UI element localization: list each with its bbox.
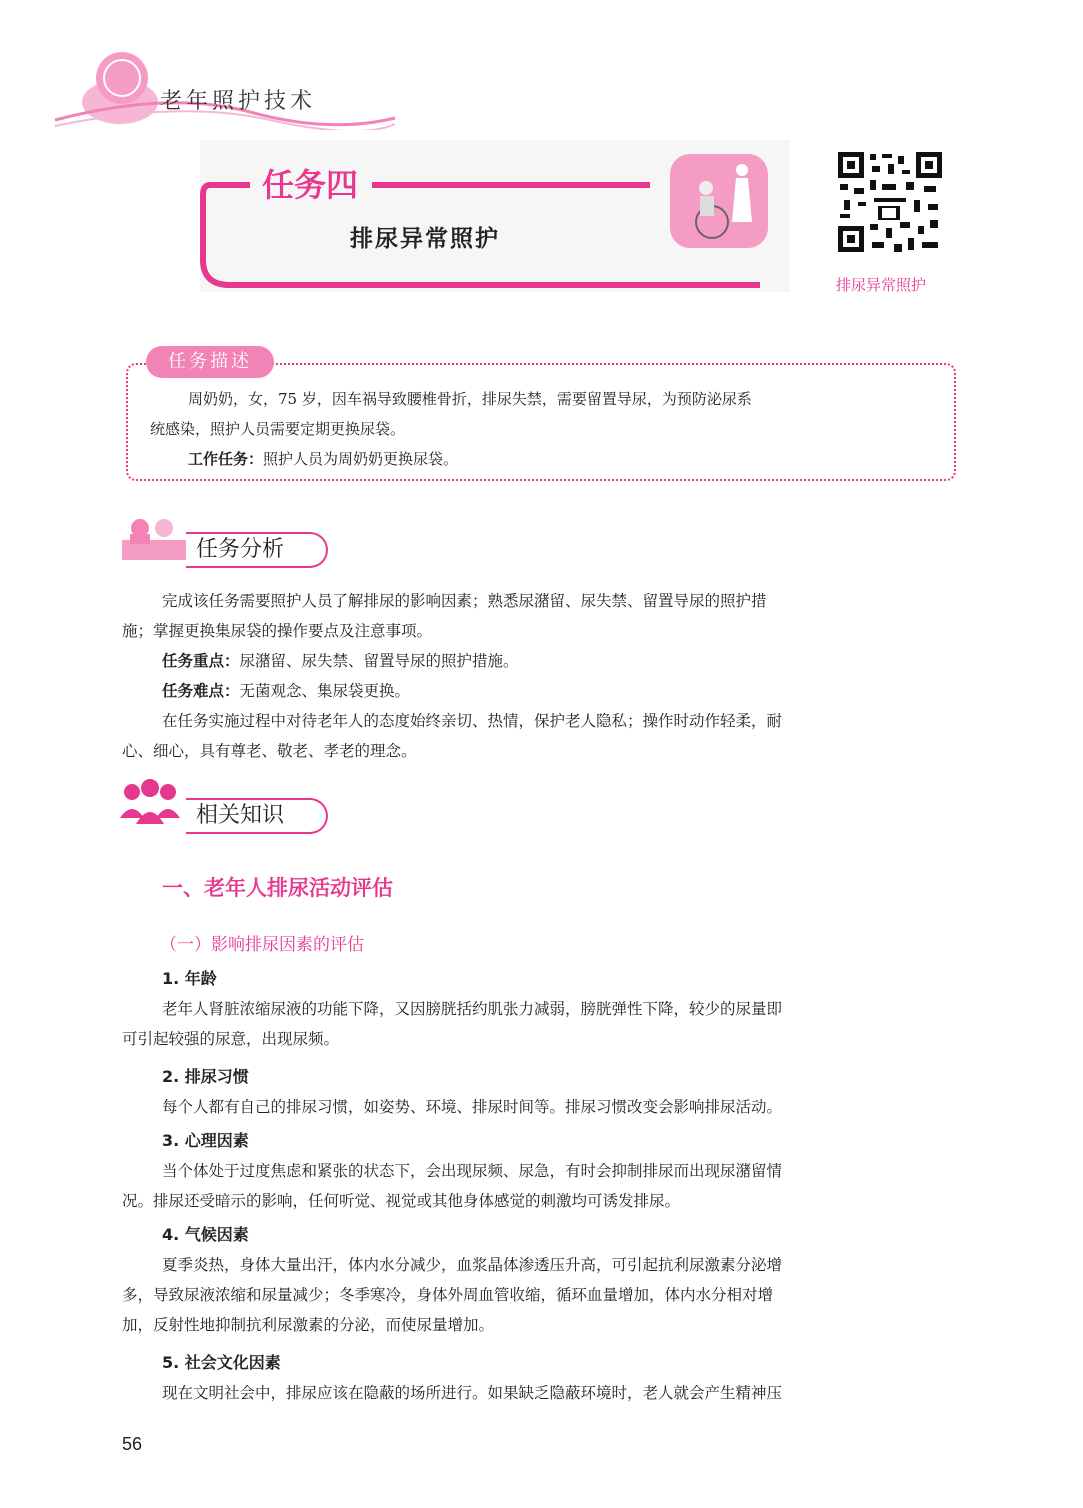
factor-title-climate: 4. 气候因素: [162, 1225, 249, 1244]
subsection-heading: （一）影响排尿因素的评估: [160, 935, 364, 955]
section-heading-1: 一、老年人排尿活动评估: [162, 876, 393, 900]
wheelchair-icon: [668, 152, 770, 250]
work-task-label: 工作任务：: [188, 450, 264, 468]
factor-title-culture: 5. 社会文化因素: [162, 1353, 281, 1372]
factor-text-psychology: 当个体处于过度焦虑和紧张的状态下，会出现尿频、尿急，有时会抑制排尿而出现尿潴留情 况。排尿还受暗示的影响，任何听觉、视觉或其他身体感觉的刺激均可诱发排尿。: [122, 1162, 783, 1210]
qr-caption: 排尿异常照护: [836, 276, 927, 294]
factor-text-climate: 夏季炎热，身体大量出汗，体内水分减少，血浆晶体渗透压升高，可引起抗利尿激素分泌增 多，导致尿液浓缩和尿量减少；冬季寒冷，身体外周血管收缩，循环血量增加，体内水分相对增 加，反射性地抑制抗利尿激素的分泌，而使尿量增加。: [122, 1256, 783, 1334]
task-description-tag: 任务描述: [146, 346, 274, 378]
analysis-paragraph-2: 在任务实施过程中对待老年人的态度始终亲切、热情，保护老人隐私；操作时动作轻柔，耐 心、细心，具有尊老、敬老、孝老的理念。: [122, 712, 783, 760]
task-name: 排尿异常照护: [350, 226, 500, 252]
factor-title-age: 1. 年龄: [162, 969, 217, 988]
qr-code-icon: [836, 150, 944, 254]
page-number: 56: [122, 1434, 143, 1454]
work-task-text: 照护人员为周奶奶更换尿袋。: [263, 450, 459, 468]
task-key-point: 任务重点：尿潴留、尿失禁、留置导尿的照护措施。: [162, 652, 519, 670]
analysis-heading: 任务分析: [186, 532, 328, 568]
factor-text-age: 老年人肾脏浓缩尿液的功能下降，又因膀胱括约肌张力减弱，膀胱弹性下降，较少的尿量即 可引起较强的尿意，出现尿频。: [122, 1000, 783, 1048]
task-number: 任务四: [262, 166, 359, 204]
analysis-people-icon: [118, 514, 190, 564]
factor-title-psychology: 3. 心理因素: [162, 1131, 249, 1150]
factor-title-habit: 2. 排尿习惯: [162, 1067, 249, 1086]
factor-text-culture: 现在文明社会中，排尿应该在隐蔽的场所进行。如果缺乏隐蔽环境时，老人就会产生精神压: [162, 1384, 783, 1402]
work-task-line: [188, 444, 458, 474]
knowledge-group-icon: [118, 778, 182, 832]
description-line-2: 统感染，照护人员需要定期更换尿袋。: [150, 420, 406, 438]
book-title: 老年照护技术: [160, 89, 317, 114]
description-line-1: 周奶奶，女，75 岁，因车祸导致腰椎骨折，排尿失禁，需要留置导尿，为预防泌尿系: [188, 390, 752, 408]
knowledge-heading: 相关知识: [186, 798, 328, 834]
factor-text-habit: 每个人都有自己的排尿习惯，如姿势、环境、排尿时间等。排尿习惯改变会影响排尿活动。: [162, 1098, 783, 1116]
analysis-paragraph-1: 完成该任务需要照护人员了解排尿的影响因素；熟悉尿潴留、尿失禁、留置导尿的照护措 施；掌握更换集尿袋的操作要点及注意事项。: [122, 592, 767, 640]
task-difficulty: 任务难点：无菌观念、集尿袋更换。: [162, 682, 411, 700]
